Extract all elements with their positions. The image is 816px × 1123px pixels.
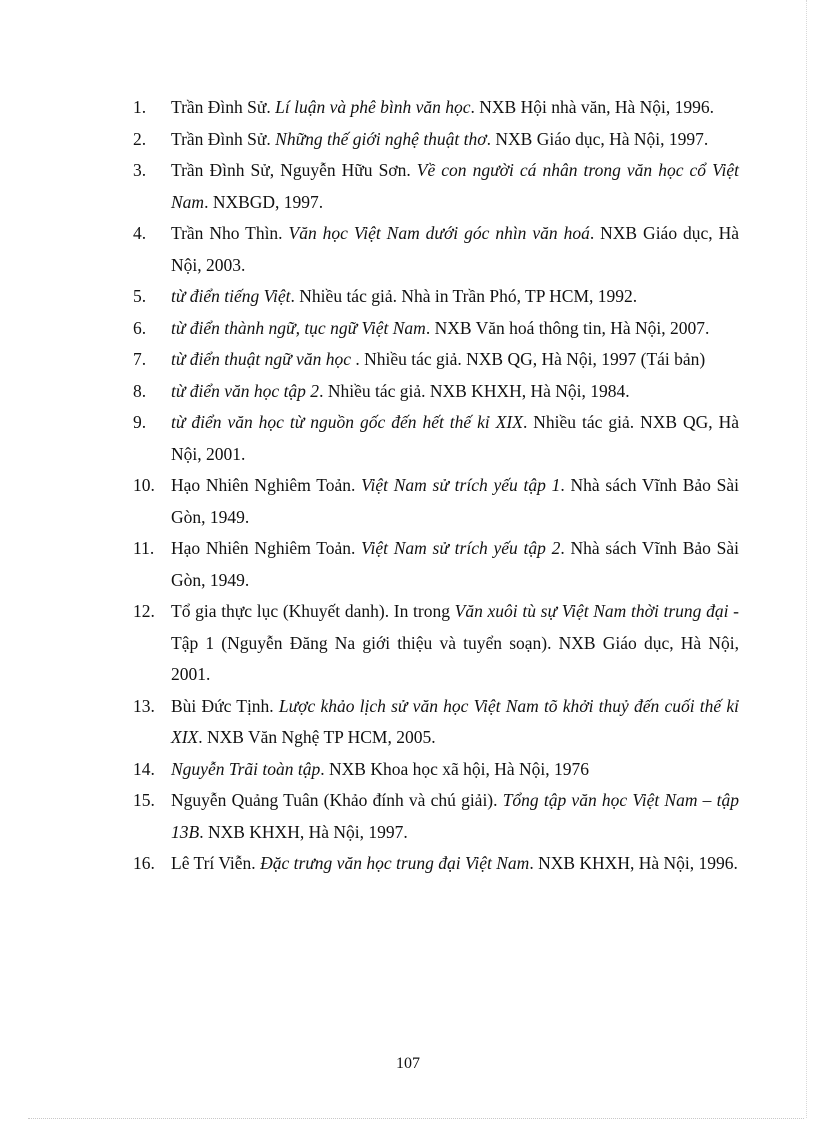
reference-item (133, 533, 739, 596)
reference-author: Trần Đình Sử. (171, 97, 276, 117)
reference-publisher: . Nhiều tác giả. NXB KHXH, Hà Nội, 1984. (319, 380, 630, 401)
reference-number: 4. (133, 223, 147, 243)
reference-number: 13. (133, 695, 155, 716)
page-bottom-border (28, 1118, 804, 1119)
reference-number: 3. (133, 160, 147, 180)
reference-item (133, 691, 739, 754)
reference-item (133, 218, 739, 281)
reference-publisher: . Nhà sách Vĩnh Bảo Sài Gòn, 1949. (171, 475, 739, 527)
reference-author: Trần Đình Sử. (171, 128, 276, 149)
reference-item (133, 281, 739, 313)
reference-list (133, 92, 739, 880)
reference-title: Những thế giới nghệ thuật thơ (275, 128, 487, 149)
reference-number: 5. (133, 286, 147, 306)
reference-title: từ điển tiếng Việt (171, 286, 291, 306)
reference-item (133, 155, 739, 218)
reference-item (133, 848, 739, 880)
reference-title: Lí luận và phê bình văn học (275, 97, 471, 117)
reference-author: Hạo Nhiên Nghiêm Toản. (171, 475, 362, 495)
reference-publisher: . NXB KHXH, Hà Nội, 1996. (529, 853, 738, 873)
reference-author: Tổ gia thực lục (Khuyết danh). In trong (171, 601, 455, 621)
reference-title: Nguyễn Trãi toàn tập (171, 758, 321, 779)
reference-publisher: . NXB KHXH, Hà Nội, 1997. (199, 821, 408, 842)
reference-publisher: . NXBGD, 1997. (204, 191, 324, 212)
reference-author: Hạo Nhiên Nghiêm Toản. (171, 538, 362, 558)
reference-publisher: - Tập 1 (Nguyễn Đăng Na giới thiệu và tuyển soạn). NXB Giáo dục, Hà Nội, 2001. (171, 601, 739, 684)
reference-item (133, 124, 739, 156)
reference-title: từ điển văn học từ nguồn gốc đến hết thế kỉ XIX (171, 412, 523, 432)
reference-number: 6. (133, 317, 147, 338)
reference-author: Nguyễn Quảng Tuân (Khảo đính và chú giải). (171, 790, 503, 810)
reference-item (133, 754, 739, 786)
reference-number: 11. (133, 538, 155, 558)
page-number: 107 (396, 1055, 420, 1072)
reference-publisher: . NXB Khoa học xã hội, Hà Nội, 1976 (320, 758, 590, 779)
reference-title: từ điển thuật ngữ văn học (171, 349, 356, 369)
reference-title: Văn xuôi tù sự Việt Nam thời trung đại (454, 601, 734, 621)
reference-author: Trần Nho Thìn. (171, 223, 289, 243)
reference-publisher: . NXB Hội nhà văn, Hà Nội, 1996. (470, 97, 715, 117)
reference-publisher: . NXB Văn hoá thông tin, Hà Nội, 2007. (425, 317, 710, 338)
reference-item (133, 313, 739, 345)
reference-author: Trần Đình Sử, Nguyễn Hữu Sơn. (171, 160, 417, 180)
reference-number: 16. (133, 853, 155, 873)
reference-publisher: . Nhiều tác giả. NXB QG, Hà Nội, 2001. (171, 412, 739, 464)
reference-number: 10. (133, 475, 155, 495)
reference-publisher: . Nhiều tác giả. NXB QG, Hà Nội, 1997 (Tái bản) (355, 349, 706, 369)
reference-item (133, 470, 739, 533)
reference-item (133, 407, 739, 470)
reference-number: 2. (133, 128, 147, 149)
reference-author: Lê Trí Viễn. (171, 853, 261, 873)
reference-item (133, 785, 739, 848)
reference-title: từ điển thành ngữ, tục ngữ Việt Nam (171, 317, 426, 338)
reference-title: Việt Nam sử trích yếu tập 1 (361, 475, 561, 495)
reference-publisher: . NXB Giáo dục, Hà Nội, 2003. (171, 223, 740, 275)
reference-item (133, 376, 739, 408)
reference-number: 15. (133, 790, 155, 810)
reference-title: Lược khảo lịch sử văn học Việt Nam tõ khởi thuỷ đến cuối thế kỉ XIX (171, 695, 739, 747)
reference-title: từ điển văn học tập 2 (171, 380, 320, 401)
reference-number: 7. (133, 349, 147, 369)
reference-publisher: . NXB Văn Nghệ TP HCM, 2005. (198, 727, 436, 747)
reference-title: Tổng tập văn học Việt Nam – tập 13B (171, 790, 739, 842)
reference-title: Việt Nam sử trích yếu tập 2 (361, 538, 561, 558)
reference-title: Văn học Việt Nam dưới góc nhìn văn hoá (288, 223, 590, 243)
reference-title: Đặc trưng văn học trung đại Việt Nam (260, 853, 530, 873)
reference-publisher: . NXB Giáo dục, Hà Nội, 1997. (486, 128, 709, 149)
reference-author: Bùi Đức Tịnh. (171, 695, 279, 716)
reference-item (133, 92, 739, 124)
reference-number: 14. (133, 758, 155, 779)
reference-publisher: . Nhà sách Vĩnh Bảo Sài Gòn, 1949. (171, 538, 739, 590)
reference-number: 1. (133, 97, 147, 117)
reference-number: 9. (133, 412, 147, 432)
reference-publisher: . Nhiều tác giả. Nhà in Trần Phó, TP HCM, 1992. (290, 286, 638, 306)
reference-number: 12. (133, 601, 155, 621)
page-right-border (806, 0, 807, 1118)
reference-item (133, 596, 739, 691)
reference-number: 8. (133, 380, 147, 401)
reference-title: Về con người cá nhân trong văn học cổ Việt Nam (171, 160, 739, 212)
reference-item (133, 344, 739, 376)
